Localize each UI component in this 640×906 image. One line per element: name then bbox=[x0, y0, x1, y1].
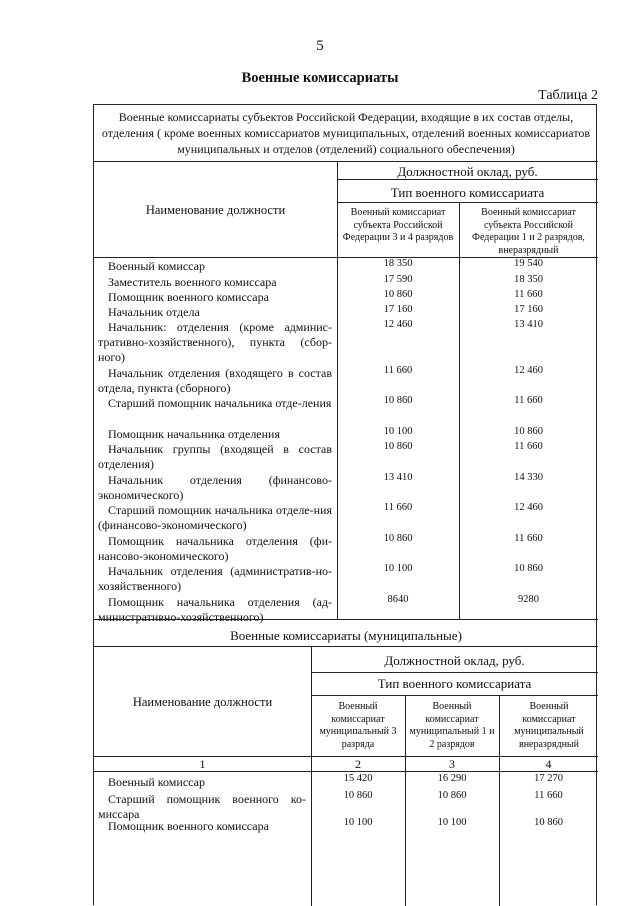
salary-value: 17 160 bbox=[514, 304, 543, 315]
salary-value: 11 660 bbox=[383, 365, 413, 376]
divider bbox=[94, 771, 598, 772]
salary-value: 17 270 bbox=[534, 773, 563, 784]
salary-value: 11 660 bbox=[514, 441, 543, 452]
position-name: Помощник военного комиссара bbox=[108, 819, 269, 833]
salary-value: 10 860 bbox=[383, 441, 413, 452]
salary-value: 9280 bbox=[518, 594, 539, 605]
salary-value: 10 860 bbox=[534, 817, 563, 828]
salary-value: 19 540 bbox=[514, 258, 543, 269]
salary-value: 11 660 bbox=[534, 790, 563, 801]
salary-value: 18 350 bbox=[383, 258, 413, 269]
section2-col-c-header: Военный комиссариат муниципальный внеразрядный bbox=[514, 701, 584, 750]
salary-value: 8640 bbox=[387, 594, 409, 605]
section1-col-a-header: Военный комиссариат субъекта Российской Федерации 3 и 4 разрядов bbox=[342, 207, 454, 243]
divider bbox=[94, 619, 598, 620]
position-name: Старший помощник начальника отде-ления bbox=[108, 396, 332, 410]
position-name: Военный комиссар bbox=[108, 259, 205, 273]
position-name: Начальник: отделения (кроме админис-тративно-хозяйственного), пункта (сбор-ного) bbox=[98, 320, 332, 364]
salary-value: 13 410 bbox=[514, 319, 543, 330]
section2-salary-header: Должностной оклад, руб. bbox=[384, 653, 525, 668]
column-number-4: 4 bbox=[545, 757, 552, 771]
salary-table bbox=[93, 104, 597, 905]
position-name: Военный комиссар bbox=[108, 775, 205, 789]
page-number: 5 bbox=[316, 38, 324, 54]
salary-value: 10 100 bbox=[383, 563, 413, 574]
divider bbox=[94, 646, 598, 647]
column-number-3: 3 bbox=[449, 757, 455, 771]
page-title: Военные комиссариаты bbox=[241, 70, 399, 86]
divider bbox=[337, 179, 598, 180]
section2-caption: Военные комиссариаты (муниципальные) bbox=[230, 628, 462, 643]
salary-value: 15 420 bbox=[343, 773, 373, 784]
section2-type-header: Тип военного комиссариата bbox=[377, 676, 532, 691]
position-name: Начальник отдела bbox=[108, 305, 200, 319]
position-name: Старший помощник начальника отделе-ния (финансово-экономического) bbox=[98, 503, 332, 532]
section1-caption: Военные комиссариаты субъектов Российской Федерации, входящие в их состав отделы, отделения ( кроме военных комиссариатов муниципальных, отделений военных комиссариатов муниципальных и отделов (отделений) социального обеспечения) bbox=[101, 110, 591, 156]
section2-col-name-header: Наименование должности bbox=[132, 695, 273, 709]
salary-value: 11 660 bbox=[383, 502, 413, 513]
position-name: Начальник группы (входящей в состав отделения) bbox=[98, 442, 332, 471]
position-name: Начальник отделения (финансово-экономического) bbox=[98, 473, 332, 502]
position-name: Заместитель военного комиссара bbox=[108, 275, 277, 289]
salary-value: 12 460 bbox=[514, 502, 543, 513]
section1-col-name-header: Наименование должности bbox=[145, 203, 286, 217]
salary-value: 18 350 bbox=[514, 274, 543, 285]
position-name: Старший помощник военного ко-миссара bbox=[98, 792, 306, 821]
position-name: Начальник отделения (административ-но-хозяйственного) bbox=[98, 564, 332, 593]
salary-value: 13 410 bbox=[383, 472, 413, 483]
divider bbox=[311, 672, 598, 673]
salary-value: 10 860 bbox=[514, 426, 543, 437]
divider bbox=[337, 202, 598, 203]
divider bbox=[311, 695, 598, 696]
divider bbox=[94, 161, 598, 162]
column-number-1: 1 bbox=[199, 757, 206, 771]
salary-value: 17 590 bbox=[383, 274, 413, 285]
section2-col-a-header: Военный комиссариат муниципальный 3 разряда bbox=[319, 701, 397, 750]
section1-salary-header: Должностной оклад, руб. bbox=[397, 164, 538, 179]
divider bbox=[337, 161, 338, 619]
column-number-2: 2 bbox=[355, 757, 361, 771]
salary-value: 10 860 bbox=[343, 790, 373, 801]
salary-value: 10 860 bbox=[383, 289, 413, 300]
position-name: Помощник начальника отделения (фи-нансово-экономического) bbox=[98, 534, 332, 563]
section2-col-b-header: Военный комиссариат муниципальный 1 и 2 разрядов bbox=[409, 701, 495, 750]
salary-value: 11 660 bbox=[514, 533, 543, 544]
salary-value: 11 660 bbox=[514, 289, 543, 300]
section1-type-header: Тип военного комиссариата bbox=[390, 185, 545, 200]
position-name: Помощник военного комиссара bbox=[108, 290, 269, 304]
salary-value: 10 100 bbox=[437, 817, 467, 828]
table-label: Таблица 2 bbox=[538, 88, 598, 103]
position-name: Помощник начальника отделения bbox=[108, 427, 280, 441]
section1-col-b-header: Военный комиссариат субъекта Российской Федерации 1 и 2 разрядов, внеразрядный bbox=[472, 207, 585, 256]
salary-value: 12 460 bbox=[383, 319, 413, 330]
salary-value: 11 660 bbox=[514, 395, 543, 406]
salary-value: 10 100 bbox=[383, 426, 413, 437]
position-name: Помощник начальника отделения (ад-министративно-хозяйственного) bbox=[98, 595, 332, 624]
salary-value: 14 330 bbox=[514, 472, 543, 483]
salary-value: 10 100 bbox=[343, 817, 373, 828]
salary-value: 12 460 bbox=[514, 365, 543, 376]
position-name: Начальник отделения (входящего в состав отдела, пункта (сборного) bbox=[98, 366, 332, 395]
salary-value: 10 860 bbox=[437, 790, 467, 801]
salary-value: 16 290 bbox=[437, 773, 467, 784]
salary-value: 10 860 bbox=[383, 395, 413, 406]
salary-value: 10 860 bbox=[514, 563, 543, 574]
salary-value: 10 860 bbox=[383, 533, 413, 544]
salary-value: 17 160 bbox=[383, 304, 413, 315]
